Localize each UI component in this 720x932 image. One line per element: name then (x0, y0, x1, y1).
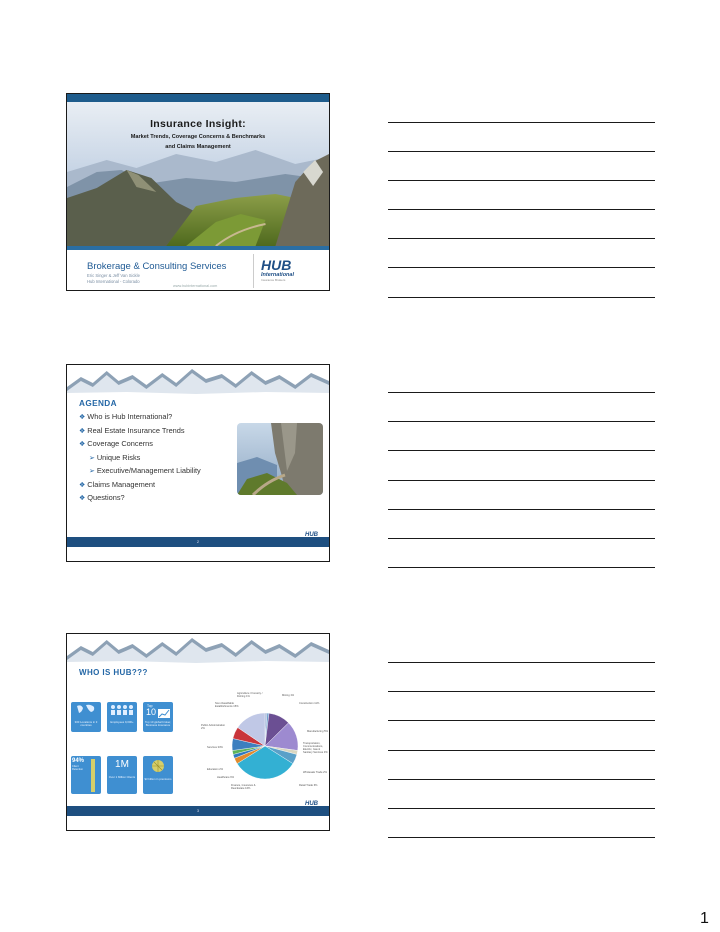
logo-intl-text: International (305, 807, 320, 810)
agenda-item (89, 466, 201, 475)
company-name: Hub International - Colorado (87, 279, 140, 284)
globe-map-icon (71, 702, 101, 718)
note-line (388, 267, 655, 268)
hub-logo-small (305, 532, 327, 544)
logo-intl-text: International (261, 272, 295, 278)
top-ten-tile (143, 702, 173, 732)
agenda-item (79, 426, 185, 435)
diamond-bullet-icon: ❖ (79, 495, 88, 502)
note-line (388, 779, 655, 780)
employees-caption: Employees 9,000+ (110, 720, 134, 724)
globe-icon (151, 759, 165, 773)
pie-slice-label: Manufacturing 5% (307, 730, 328, 733)
slide-3-thumbnail (66, 633, 330, 831)
pie-slice-label: Construction 11% (299, 702, 320, 705)
note-line (388, 750, 655, 751)
note-line (388, 297, 655, 298)
employees-tile (107, 702, 137, 732)
brokerage-heading: Brokerage & Consulting Services (87, 261, 227, 272)
pie-slice-label: Retail Trade 6% (299, 784, 318, 787)
note-line (388, 808, 655, 809)
locations-tile (71, 702, 101, 732)
people-icon (107, 702, 137, 718)
pie-slice-label: Education 2% (207, 768, 224, 771)
slide-1-subtitle-line-1: Market Trends, Coverage Concerns & Benchmarks (130, 134, 266, 140)
locations-caption: 300 Locations in 3 countries (74, 720, 98, 728)
slide-1-title: Insurance Insight: (150, 118, 246, 130)
slide-3-number: 3 (196, 808, 200, 813)
agenda-item (79, 493, 125, 502)
retention-caption: Client Retention (72, 765, 84, 771)
slide-2-number: 2 (196, 539, 200, 544)
retention-percent: 94% (72, 758, 85, 764)
arrow-bullet-icon: ➢ (89, 468, 97, 475)
website-url: www.hubinternational.com (173, 284, 218, 288)
top-label: Top (147, 704, 153, 708)
hub-logo-small (305, 801, 327, 813)
note-line (388, 720, 655, 721)
agenda-item-text: Coverage Concerns (87, 439, 153, 448)
mountain-header-graphic (67, 634, 329, 668)
note-line (388, 122, 655, 123)
slide-1-thumbnail (66, 93, 330, 291)
cliff-path-photo (237, 423, 323, 495)
clients-caption: Over 1 Million Clients (108, 775, 136, 779)
diamond-bullet-icon: ❖ (79, 481, 88, 489)
trend-chart-icon (158, 709, 170, 718)
note-line (388, 180, 655, 181)
note-line (388, 662, 655, 663)
diamond-bullet-icon: ❖ (79, 441, 88, 448)
blue-strip (67, 246, 329, 250)
agenda-item (79, 412, 172, 421)
agenda-item (79, 439, 153, 448)
logo-hub-text: HUB (305, 801, 318, 807)
note-line (388, 837, 655, 838)
presenters: Eric Singer & Jeff Van Sickle (87, 273, 140, 278)
ranking-caption: Top 10 global broker, Business Insurance (145, 720, 171, 728)
agenda-item (89, 453, 140, 462)
note-line (388, 691, 655, 692)
pie-slice-label: Finance, Insurance & Real Estate 16% (231, 784, 256, 790)
divider (253, 254, 254, 288)
premium-tile (143, 756, 173, 794)
thermometer-icon (91, 759, 95, 792)
page-number: 1 (700, 910, 709, 927)
agenda-item-text: Unique Risks (96, 452, 141, 462)
agenda-heading: AGENDA (79, 399, 117, 408)
pie-slice-label: Healthcare 6% (217, 776, 235, 779)
note-line (388, 480, 655, 481)
pie-slice-label: Transportation, Communications, Electric, Gas & Sanitary Services 3% (303, 742, 328, 754)
industry-pie-chart (225, 704, 305, 788)
retention-tile (71, 756, 101, 794)
logo-tagline: Insurance Brokers (261, 278, 286, 282)
note-line (388, 209, 655, 210)
hub-logo (261, 258, 313, 288)
ten-label: 10 (146, 707, 157, 717)
note-line (388, 392, 655, 393)
footer-bar (67, 537, 329, 547)
top-bar (67, 94, 329, 102)
pie-slice-label: Wholesale Trade 2% (303, 771, 327, 774)
pie-slice-label: Services 33% (207, 746, 223, 749)
agenda-item-text: Executive/Management Liability (96, 466, 201, 475)
footer-bar (67, 806, 329, 816)
slide-2-thumbnail (66, 364, 330, 562)
logo-hub-text: HUB (261, 257, 292, 273)
logo-intl-text: International (305, 538, 320, 541)
note-line (388, 238, 655, 239)
pie-slice-label: Public Administration 2% (201, 724, 226, 730)
agenda-item (79, 480, 155, 489)
logo-hub-text: HUB (305, 532, 318, 538)
diamond-bullet-icon: ❖ (79, 414, 88, 421)
agenda-item-text: Questions? (87, 493, 125, 502)
note-line (388, 421, 655, 422)
pie-slice-label: Mining 1% (282, 694, 295, 697)
arrow-bullet-icon: ➢ (89, 454, 97, 462)
agenda-item-text: Claims Management (87, 479, 156, 489)
mountain-header-graphic (67, 365, 329, 399)
slide-1-subtitle-line-2: and Claims Management (165, 144, 231, 150)
note-line (388, 567, 655, 568)
note-line (388, 151, 655, 152)
agenda-item-text: Who is Hub International? (87, 412, 173, 421)
clients-tile (107, 756, 137, 794)
diamond-bullet-icon: ❖ (79, 427, 88, 435)
pie-slice-label: Non-Classifiable Establishments 15% (215, 702, 239, 708)
agenda-item-text: Real Estate Insurance Trends (87, 425, 185, 435)
note-line (388, 509, 655, 510)
pie-slice-label: Agriculture / Forestry / Fishing 1% (237, 692, 263, 698)
premium-caption: $3 billion in premiums (144, 777, 172, 781)
clients-number: 1M (115, 759, 129, 770)
who-is-hub-heading: WHO IS HUB??? (79, 668, 148, 677)
note-line (388, 450, 655, 451)
note-line (388, 538, 655, 539)
